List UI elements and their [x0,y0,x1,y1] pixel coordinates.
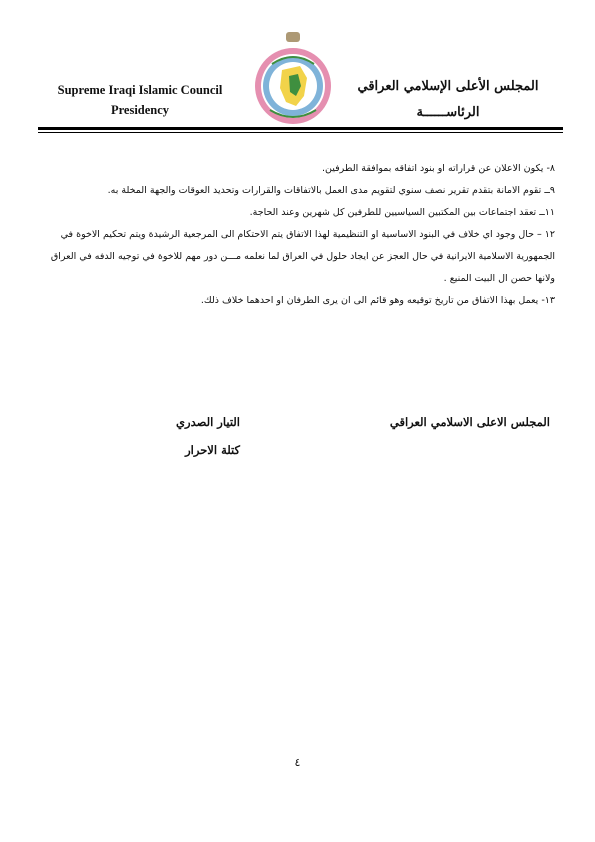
signature-sadrist [100,408,240,464]
header-divider-thin [38,132,563,133]
arabic-presidency: الرئاســــــة [416,105,480,120]
clause-9: ٩ــ تقوم الامانة بتقدم تقرير نصف سنوي لتقويم مدى العمل بالاتفاقات والقرارات وتحديد العوقات والجهة المخلة به. [107,185,555,196]
council-emblem-icon [252,30,334,128]
clause-11: ١١ــ تعقد اجتماعات بين المكتبين السياسيين للطرفين كل شهرين وعند الحاجة. [249,207,555,218]
header-divider-thick [38,127,563,130]
english-org-name: Supreme Iraqi Islamic Council [57,83,223,97]
signature-council-label: المجلس الاعلى الاسلامي العراقي [389,415,550,429]
clause-13: ١٣- يعمل بهذا الاتفاق من تاريخ توقيعه وهو قائم الى ان يرى الطرفان او احدهما خلاف ذلك. [200,295,555,306]
arabic-org-name: المجلس الأعلى الإسلامي العراقي [357,79,539,94]
signature-sadrist-label: التيار الصدري [176,415,240,429]
english-presidency: Presidency [110,103,170,117]
clause-12: ١٢ – حال وجود اي خلاف في البنود الاساسية او التنظيمية لهذا الاتفاق يتم الاحتكام الى المرجعية الرشيدة ويتم تحكيم الاخوة في الجمهورية الاسلامية الايرانية في حال العجز عن ايجاد حلول في العراق لما نعلمه مـــن دور مهم للاخوة في توجيه الدفه في العراق ولانها حصن ال البيت المنيع . [50,229,555,284]
page-number: ٤ [294,756,301,769]
header-english [40,80,240,120]
clause-8: ٨- يكون الاعلان عن قراراته او بنود اتفاقه بموافقة الطرفين. [322,163,555,174]
header-arabic [343,74,553,126]
signature-ahrar-label: كتلة الاحرار [185,443,240,457]
agreement-body [40,158,555,312]
signature-council [350,408,550,436]
